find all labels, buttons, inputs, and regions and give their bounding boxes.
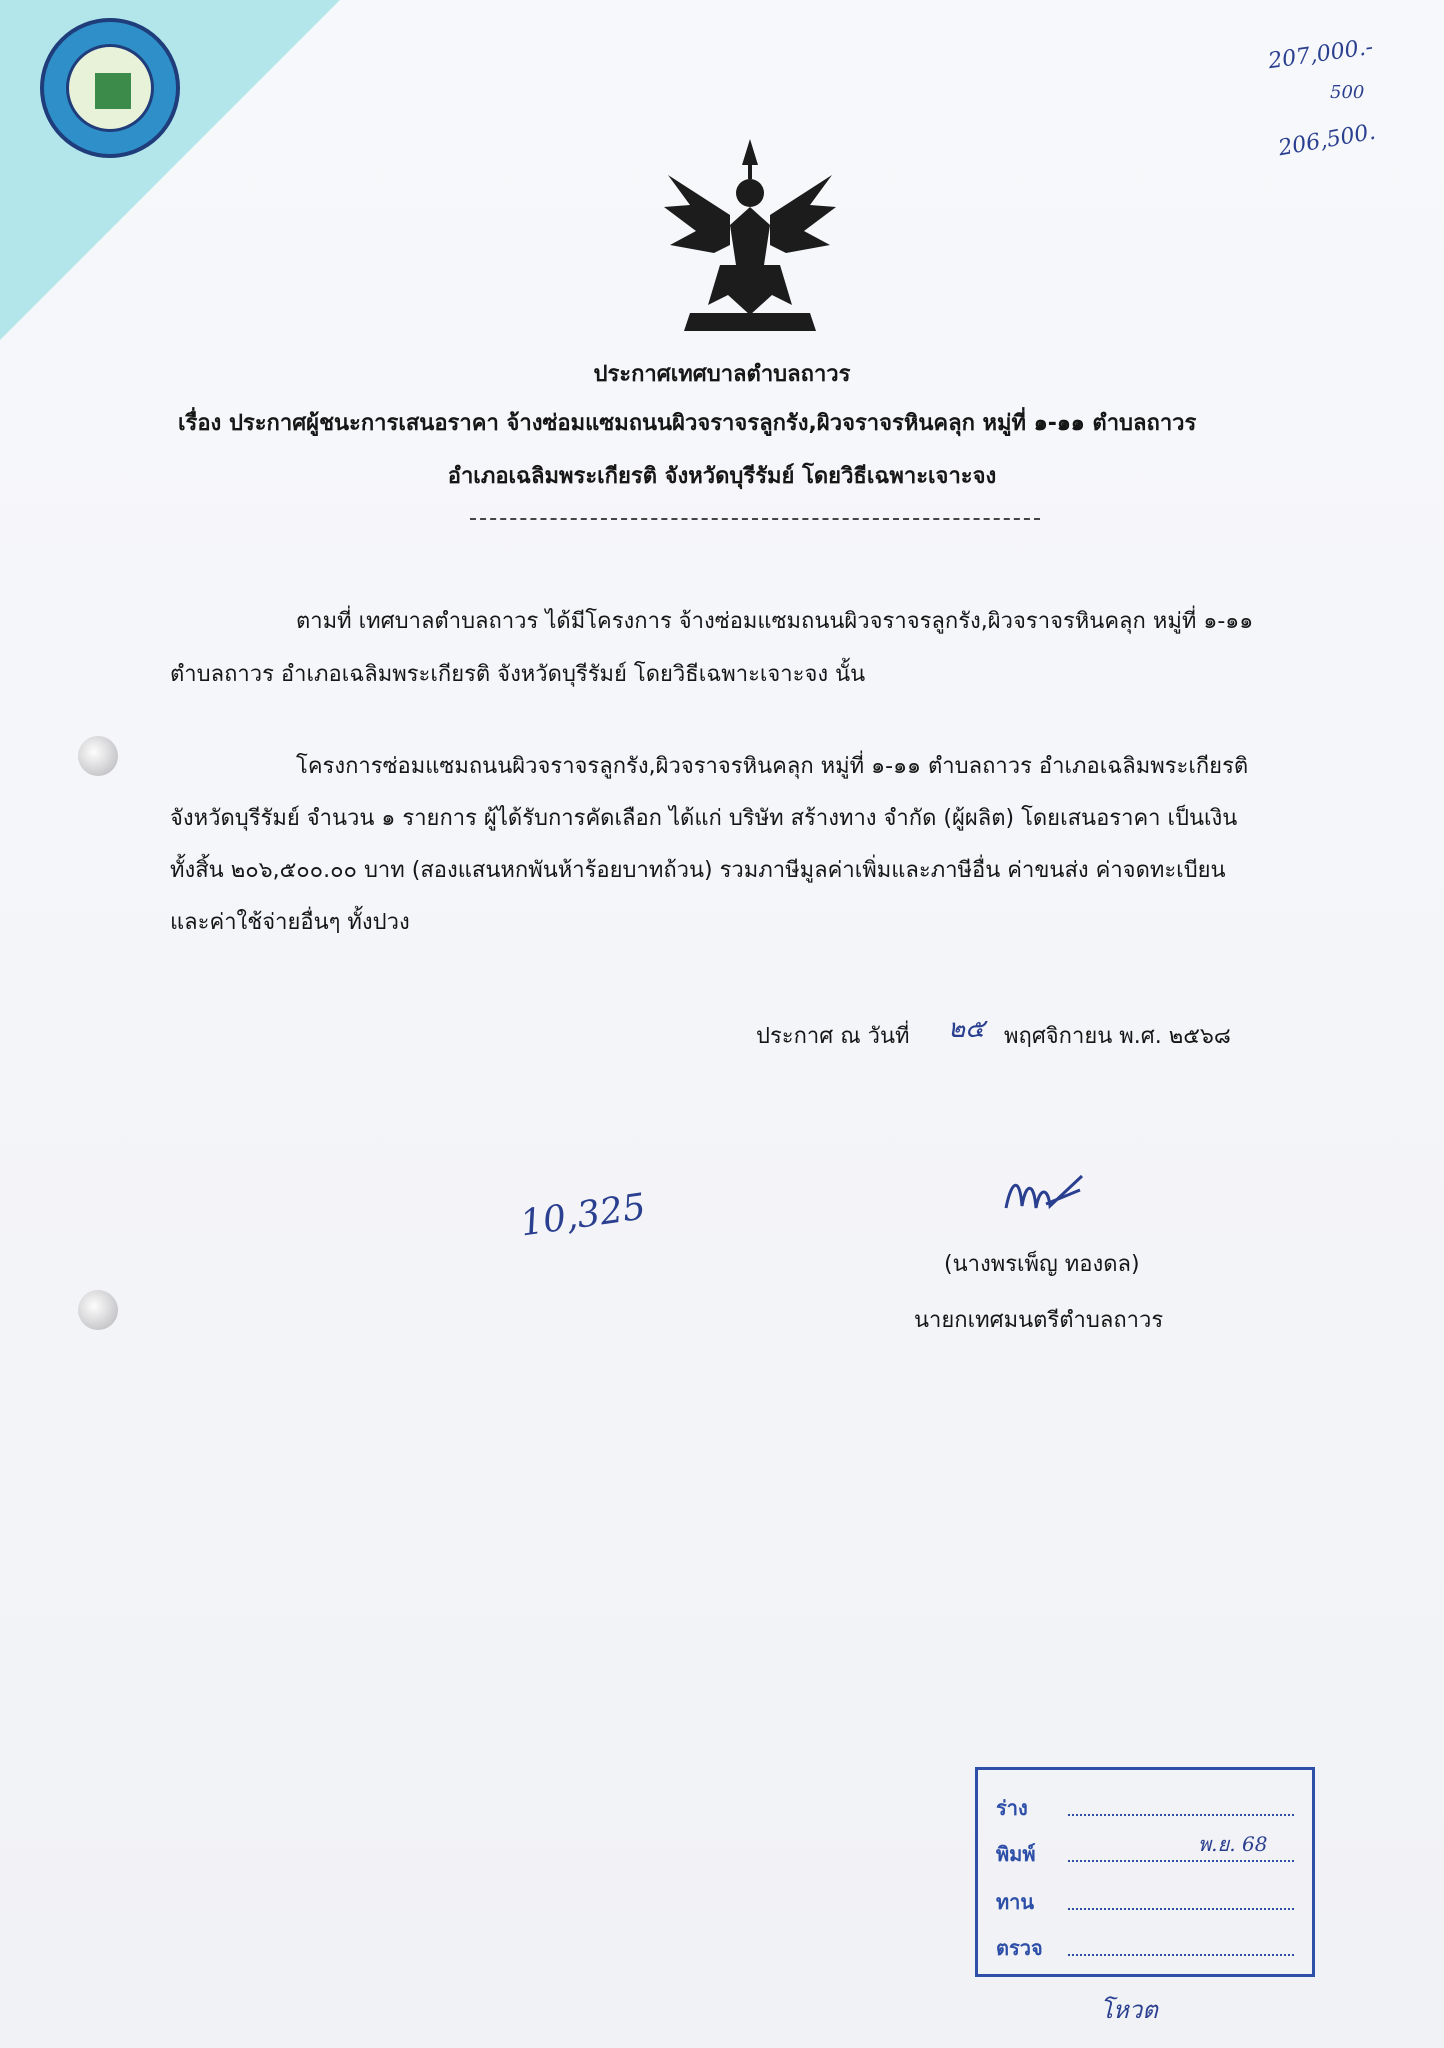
garuda-emblem-icon	[660, 135, 840, 335]
punch-hole-bottom	[78, 1290, 118, 1330]
handwritten-bottom-note: โหวต	[1100, 1996, 1158, 2024]
subject-line-1: เรื่อง ประกาศผู้ชนะการเสนอราคา จ้างซ่อมแซมถนนผิวจราจรลูกรัง,ผิวจราจรหินคลุก หมู่ที่ ๑-๑๑ ตำบลถาวร	[178, 411, 1197, 436]
review-stamp	[975, 1767, 1315, 1977]
stamp-print-date: พ.ย. 68	[1198, 1832, 1268, 1856]
paragraph-2-line-3: ทั้งสิ้น ๒๐๖,๕๐๐.๐๐ บาท (สองแสนหกพันห้าร้อยบาทถ้วน) รวมภาษีมูลค่าเพิ่มและภาษีอื่น ค่าขนส่ง ค่าจดทะเบียน	[170, 858, 1226, 883]
date-prefix: ประกาศ ณ วันที่	[756, 1024, 910, 1049]
stamp-row-print: พิมพ์	[996, 1842, 1036, 1866]
stamp-row-draft: ร่าง	[996, 1796, 1028, 1820]
handwritten-note-3: 206,500.	[1276, 119, 1378, 162]
paragraph-2-line-4: และค่าใช้จ่ายอื่นๆ ทั้งปวง	[170, 910, 410, 935]
title-divider	[470, 518, 1040, 520]
announcement-title: ประกาศเทศบาลตำบลถาวร	[593, 362, 851, 387]
stamp-row-verify: ตรวจ	[996, 1936, 1043, 1960]
subject-line-2: อำเภอเฉลิมพระเกียรติ จังหวัดบุรีรัมย์ โดยวิธีเฉพาะเจาะจง	[447, 464, 997, 489]
stamp-row-check: ทาน	[996, 1890, 1035, 1914]
date-month-year: พฤศจิกายน พ.ศ. ๒๕๖๘	[1004, 1024, 1231, 1049]
municipal-seal-icon	[40, 18, 180, 158]
punch-hole-top	[78, 736, 118, 776]
handwritten-note-1: 207,000.-	[1266, 34, 1375, 75]
date-day-handwritten: ๒๕	[948, 1014, 985, 1044]
paragraph-2-line-1: โครงการซ่อมแซมถนนผิวจราจรลูกรัง,ผิวจราจรหินคลุก หมู่ที่ ๑-๑๑ ตำบลถาวร อำเภอเฉลิมพระเกียรติ	[296, 754, 1249, 779]
signatory-position: นายกเทศมนตรีตำบลถาวร	[914, 1308, 1164, 1333]
paragraph-2-line-2: จังหวัดบุรีรัมย์ จำนวน ๑ รายการ ผู้ได้รับการคัดเลือก ได้แก่ บริษัท สร้างทาง จำกัด (ผู้ผลิต) โดยเสนอราคา เป็นเงิน	[170, 806, 1238, 831]
signature-icon	[1000, 1168, 1090, 1228]
paragraph-1-line-1: ตามที่ เทศบาลตำบลถาวร ได้มีโครงการ จ้างซ่อมแซมถนนผิวจราจรลูกรัง,ผิวจราจรหินคลุก หมู่ที่ ๑-๑๑	[296, 609, 1254, 634]
handwritten-note-2: 500	[1330, 82, 1365, 103]
handwritten-amount: 10,325	[517, 1186, 649, 1245]
signatory-name: (นางพรเพ็ญ ทองดล)	[944, 1252, 1140, 1277]
paragraph-1-line-2: ตำบลถาวร อำเภอเฉลิมพระเกียรติ จังหวัดบุรีรัมย์ โดยวิธีเฉพาะเจาะจง นั้น	[170, 662, 866, 687]
